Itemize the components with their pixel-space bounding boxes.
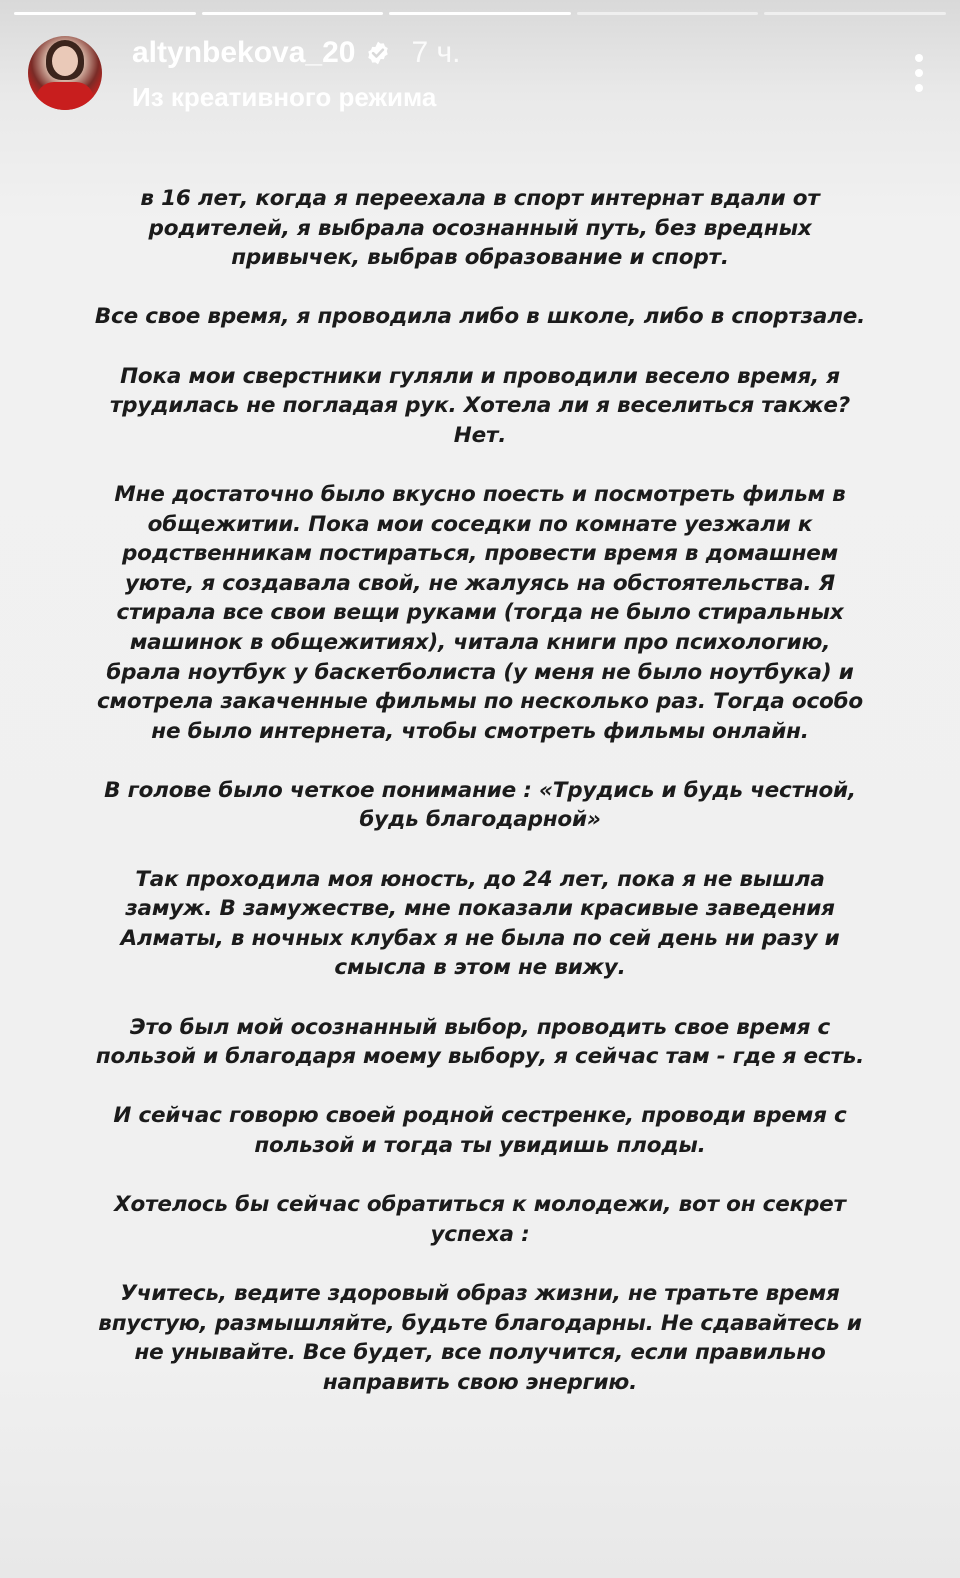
avatar[interactable] (28, 36, 102, 110)
story-subtitle: Из креативного режима (132, 82, 437, 112)
story-author[interactable] (132, 36, 460, 70)
story-header (28, 36, 932, 116)
story-progress-segment (577, 12, 759, 15)
story-paragraph: И сейчас говорю своей родной сестренке, проводи время с пользой и тогда ты увидишь плоды. (113, 1103, 847, 1158)
username[interactable]: altynbekova_20 (132, 36, 356, 69)
story-paragraph: Это был мой осознанный выбор, проводить свое время с пользой и благодаря моему выбору, я сейчас там - где я есть. (95, 1014, 865, 1070)
story-paragraph: Все свое время, я проводила либо в школе, либо в спортзале. (94, 304, 866, 330)
story-progress-segment (202, 12, 384, 15)
story-paragraph: Учитесь, ведите здоровый образ жизни, не тратьте время впустую, размышляйте, будьте благодарны. Не сдавайтесь и не унывайте. Все будет, все получится, если правильно направить свою энергию. (98, 1280, 862, 1395)
story-paragraph: В голове было четкое понимание : «Трудись и будь честной, будь благодарной» (104, 777, 856, 833)
verified-badge-icon (365, 40, 391, 66)
story-progress-segment (14, 12, 196, 15)
story-progress-segment (389, 12, 571, 15)
story-paragraph: Мне достаточно было вкусно поесть и посмотреть фильм в общежитии. Пока мои соседки по комнате уезжали к родственникам постираться, провести время в домашнем уюте, я создавала свой, не жалуясь на обстоятельства. Я стирала все свои вещи руками (тогда не было стиральных машинок в общежитиях), читала книги про психологию, брала ноутбук у баскетболиста (у меня не было ноутбука) и смотрела закаченные фильмы по несколько раз. Тогда особо не было интернета, чтобы смотреть фильмы онлайн. (97, 481, 863, 744)
story-progress-segment (764, 12, 946, 15)
story-timestamp: 7 ч. (411, 36, 461, 69)
story-text (90, 184, 870, 1427)
story-paragraph: Так проходила моя юность, до 24 лет, пока я не вышла замуж. В замужестве, мне показали красивые заведения Алматы, в ночных клубах я не была по сей день ни разу и смысла в этом не вижу. (120, 866, 840, 981)
more-options-icon[interactable] (914, 54, 924, 92)
story-progress-bar (14, 12, 946, 15)
story-paragraph: Хотелось бы сейчас обратиться к молодежи, вот он секрет успеха : (114, 1192, 846, 1247)
story-paragraph: Пока мои сверстники гуляли и проводили весело время, я трудилась не погладая рук. Хотела ли я веселиться также? Нет. (109, 363, 851, 448)
story-paragraph: в 16 лет, когда я переехала в спорт интернат вдали от родителей, я выбрала осознанный путь, без вредных привычек, выбрав образование и спорт. (140, 186, 820, 271)
